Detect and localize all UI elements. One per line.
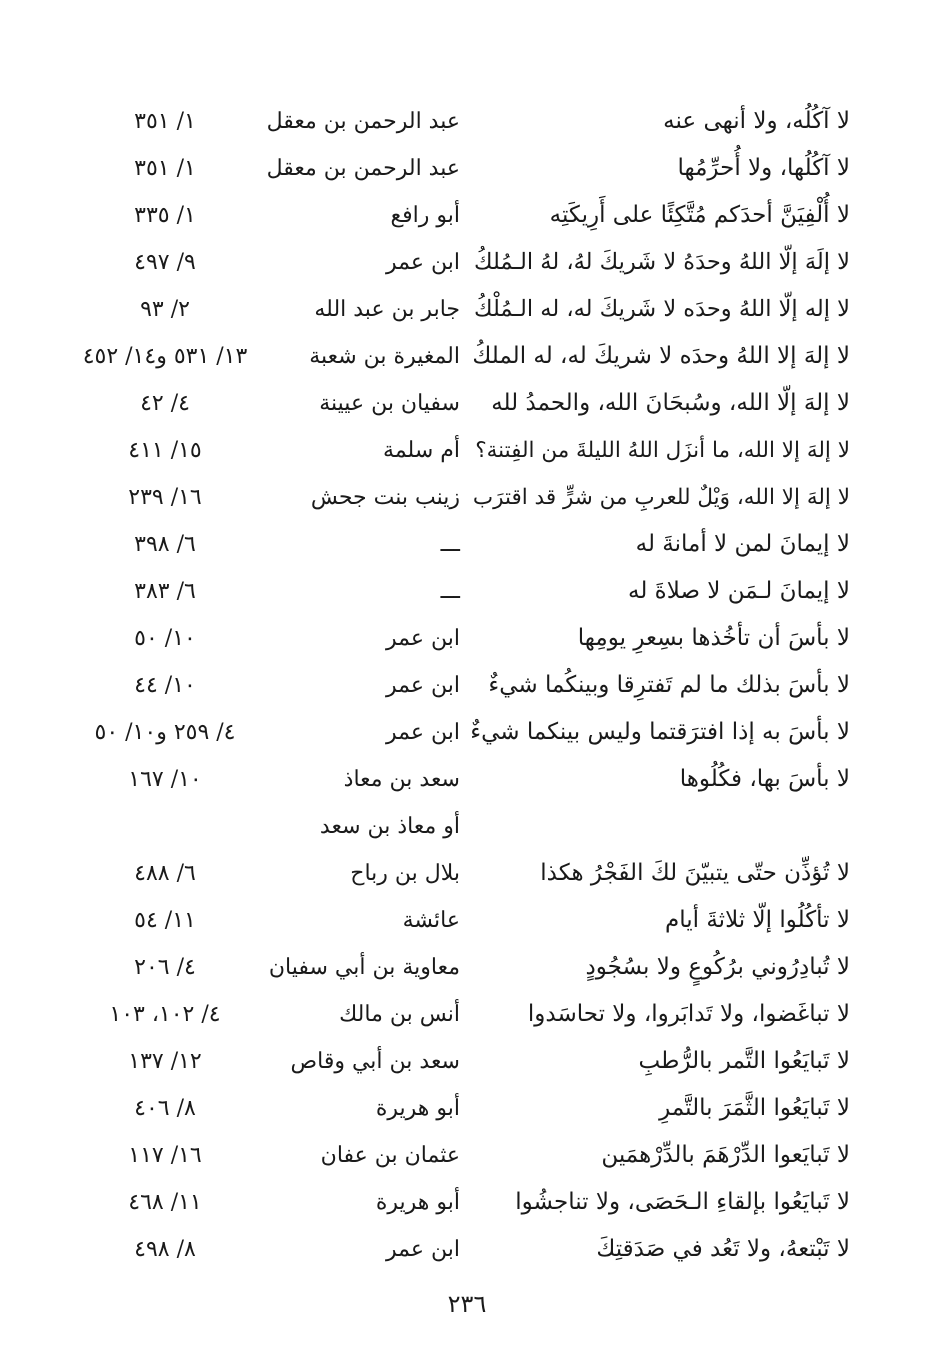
- narrator-name: أبو هريرة: [375, 1096, 460, 1121]
- index-row: [70, 380, 860, 427]
- hadith-text: لا بأسَ به إذا افترَقتما وليس بينكما شيءٌ: [470, 719, 850, 745]
- narrator-name: ـــ: [440, 579, 460, 604]
- index-row: [70, 1226, 860, 1273]
- hadith-text: لا آكُلُه، ولا أنهى عنه: [663, 108, 850, 134]
- index-row: [70, 850, 860, 897]
- hadith-text: لا إلهَ إلا الله، ما أنزَل اللهُ الليلةَ من الفِتنة؟: [475, 438, 850, 463]
- hadith-text: لا تباغَضوا، ولا تَدابَروا، ولا تحاسَدوا: [527, 1001, 850, 1027]
- index-row: [70, 709, 860, 756]
- hadith-text: لا آكُلُها، ولا أُحرِّمُها: [677, 155, 850, 181]
- index-row: [70, 521, 860, 568]
- hadith-text: لا تَبايَعُوا التَّمر بالرُّطبِ: [638, 1048, 850, 1074]
- volume-page-reference: ١٢/ ١٣٧: [128, 1049, 202, 1074]
- narrator-name: أنس بن مالك: [339, 1002, 460, 1027]
- volume-page-reference: ٨/ ٤٩٨: [134, 1237, 196, 1262]
- narrator-name: عبد الرحمن بن معقل: [266, 109, 460, 134]
- index-row: [70, 897, 860, 944]
- narrator-name: أو معاذ بن سعد: [319, 814, 460, 839]
- hadith-text: لا تأكُلُوا إلّا ثلاثةَ أيام: [664, 907, 850, 933]
- volume-page-reference: ١٦/ ١١٧: [128, 1143, 202, 1168]
- index-row: [70, 1085, 860, 1132]
- hadith-text: لا بأسَ بها، فكُلُوها: [679, 766, 850, 792]
- volume-page-reference: ١٠/ ١٦٧: [128, 767, 202, 792]
- index-row: [70, 756, 860, 803]
- hadith-text: لا إيمانَ لمن لا أمانةَ له: [635, 531, 850, 557]
- volume-page-reference: ١١/ ٤٦٨: [128, 1190, 202, 1215]
- index-row: [70, 145, 860, 192]
- index-row: [70, 286, 860, 333]
- index-row: [70, 474, 860, 521]
- narrator-name: عثمان بن عفان: [320, 1143, 460, 1168]
- index-row: [70, 1038, 860, 1085]
- hadith-text: لا تَبايَعُوا بإلقاءِ الـحَصَى، ولا تناجشُوا: [515, 1189, 850, 1215]
- index-row: [70, 568, 860, 615]
- volume-page-reference: ١٦/ ٢٣٩: [128, 485, 202, 510]
- hadith-text: لا بأسَ أن تأخُذها بسِعرِ يومِها: [577, 625, 850, 651]
- index-row: [70, 333, 860, 380]
- hadith-text: لا إلهَ إلّا الله، وسُبحَانَ الله، والحمدُ لله: [491, 390, 850, 416]
- volume-page-reference: ٤/ ٢٠٦: [134, 955, 196, 980]
- volume-page-reference: ٨/ ٤٠٦: [134, 1096, 196, 1121]
- index-row: [70, 615, 860, 662]
- index-row: [70, 192, 860, 239]
- hadith-text: لا إلهَ إلا اللهُ وحدَه لا شريكَ له، له الملكُ: [472, 343, 850, 369]
- narrator-name: سعد بن معاذ: [343, 767, 460, 792]
- volume-page-reference: ١/ ٣٥١: [134, 156, 196, 181]
- hadith-text: لا تَبايَعوا الدِّرْهَمَ بالدِّرْهمَين: [601, 1142, 850, 1168]
- volume-page-reference: ٦/ ٣٨٣: [134, 579, 196, 604]
- hadith-text: لا تَبْتعهُ، ولا تَعُد في صَدَقتِكَ: [596, 1236, 850, 1262]
- index-row: [70, 944, 860, 991]
- index-row: [70, 662, 860, 709]
- narrator-name: ابن عمر: [386, 1237, 460, 1262]
- volume-page-reference: ١٣/ ٥٣١ و١٤/ ٤٥٢: [82, 344, 248, 369]
- hadith-index-table: [70, 98, 860, 1273]
- index-row: [70, 239, 860, 286]
- narrator-name: ابن عمر: [386, 673, 460, 698]
- volume-page-reference: ٩/ ٤٩٧: [134, 250, 196, 275]
- volume-page-reference: ١٥/ ٤١١: [128, 438, 202, 463]
- narrator-name: ـــ: [440, 532, 460, 557]
- hadith-text: لا بأسَ بذلك ما لم تَفترِقا وبينكُما شيءٌ: [488, 672, 850, 698]
- hadith-text: لا إلَهَ إلّا اللهُ وحدَهُ لا شَريكَ لهُ، لهُ الـمُلكُ: [474, 249, 850, 275]
- narrator-name: سعد بن أبي وقاص: [290, 1049, 460, 1074]
- volume-page-reference: ٤/ ٢٥٩ و١٠/ ٥٠: [94, 720, 236, 745]
- narrator-name: ابن عمر: [386, 626, 460, 651]
- index-row: [70, 1179, 860, 1226]
- narrator-name: ابن عمر: [386, 720, 460, 745]
- volume-page-reference: ٦/ ٣٩٨: [134, 532, 196, 557]
- index-row: [70, 803, 860, 850]
- narrator-name: جابر بن عبد الله: [314, 297, 460, 322]
- narrator-name: أم سلمة: [383, 438, 460, 463]
- hadith-text: لا إلهَ إلا الله، وَيْلٌ للعربِ من شرٍّ قد اقترَب: [472, 485, 850, 510]
- volume-page-reference: ١١/ ٥٤: [134, 908, 196, 933]
- hadith-text: لا إيمانَ لـمَن لا صلاةَ له: [628, 578, 850, 604]
- volume-page-reference: ٦/ ٤٨٨: [134, 861, 196, 886]
- narrator-name: بلال بن رباح: [350, 861, 460, 886]
- volume-page-reference: ٢/ ٩٣: [140, 297, 190, 322]
- narrator-name: زينب بنت جحش: [310, 485, 460, 510]
- hadith-text: لا إله إلّا اللهُ وحدَه لا شَريكَ له، له الـمُلْكُ: [474, 296, 850, 322]
- index-row: [70, 991, 860, 1038]
- volume-page-reference: ١٠/ ٥٠: [134, 626, 196, 651]
- page-number: ٢٣٦: [447, 1290, 487, 1318]
- index-row: [70, 1132, 860, 1179]
- narrator-name: المغيرة بن شعبة: [309, 344, 460, 369]
- narrator-name: أبو هريرة: [375, 1190, 460, 1215]
- volume-page-reference: ٤/ ١٠٢، ١٠٣: [109, 1002, 221, 1027]
- narrator-name: عائشة: [402, 908, 460, 933]
- narrator-name: سفيان بن عيينة: [319, 391, 460, 416]
- hadith-text: لا تُؤذِّن حتّى يتبيّنَ لكَ الفَجْرُ هكذا: [540, 860, 850, 886]
- narrator-name: أبو رافع: [390, 203, 460, 228]
- volume-page-reference: ١٠/ ٤٤: [134, 673, 196, 698]
- index-row: [70, 427, 860, 474]
- volume-page-reference: ١/ ٣٥١: [134, 109, 196, 134]
- volume-page-reference: ٤/ ٤٢: [140, 391, 190, 416]
- narrator-name: عبد الرحمن بن معقل: [266, 156, 460, 181]
- narrator-name: ابن عمر: [386, 250, 460, 275]
- hadith-text: لا تَبايَعُوا الثَّمَرَ بالتَّمرِ: [659, 1095, 850, 1121]
- volume-page-reference: ١/ ٣٣٥: [134, 203, 196, 228]
- hadith-text: لا أُلْفِيَنَّ أحدَكم مُتَّكِئًا على أَرِيكَتِه: [549, 202, 850, 228]
- index-row: [70, 98, 860, 145]
- narrator-name: معاوية بن أبي سفيان: [268, 955, 460, 980]
- hadith-text: لا تُبادِرُوني برُكُوعٍ ولا بسُجُودٍ: [585, 954, 850, 980]
